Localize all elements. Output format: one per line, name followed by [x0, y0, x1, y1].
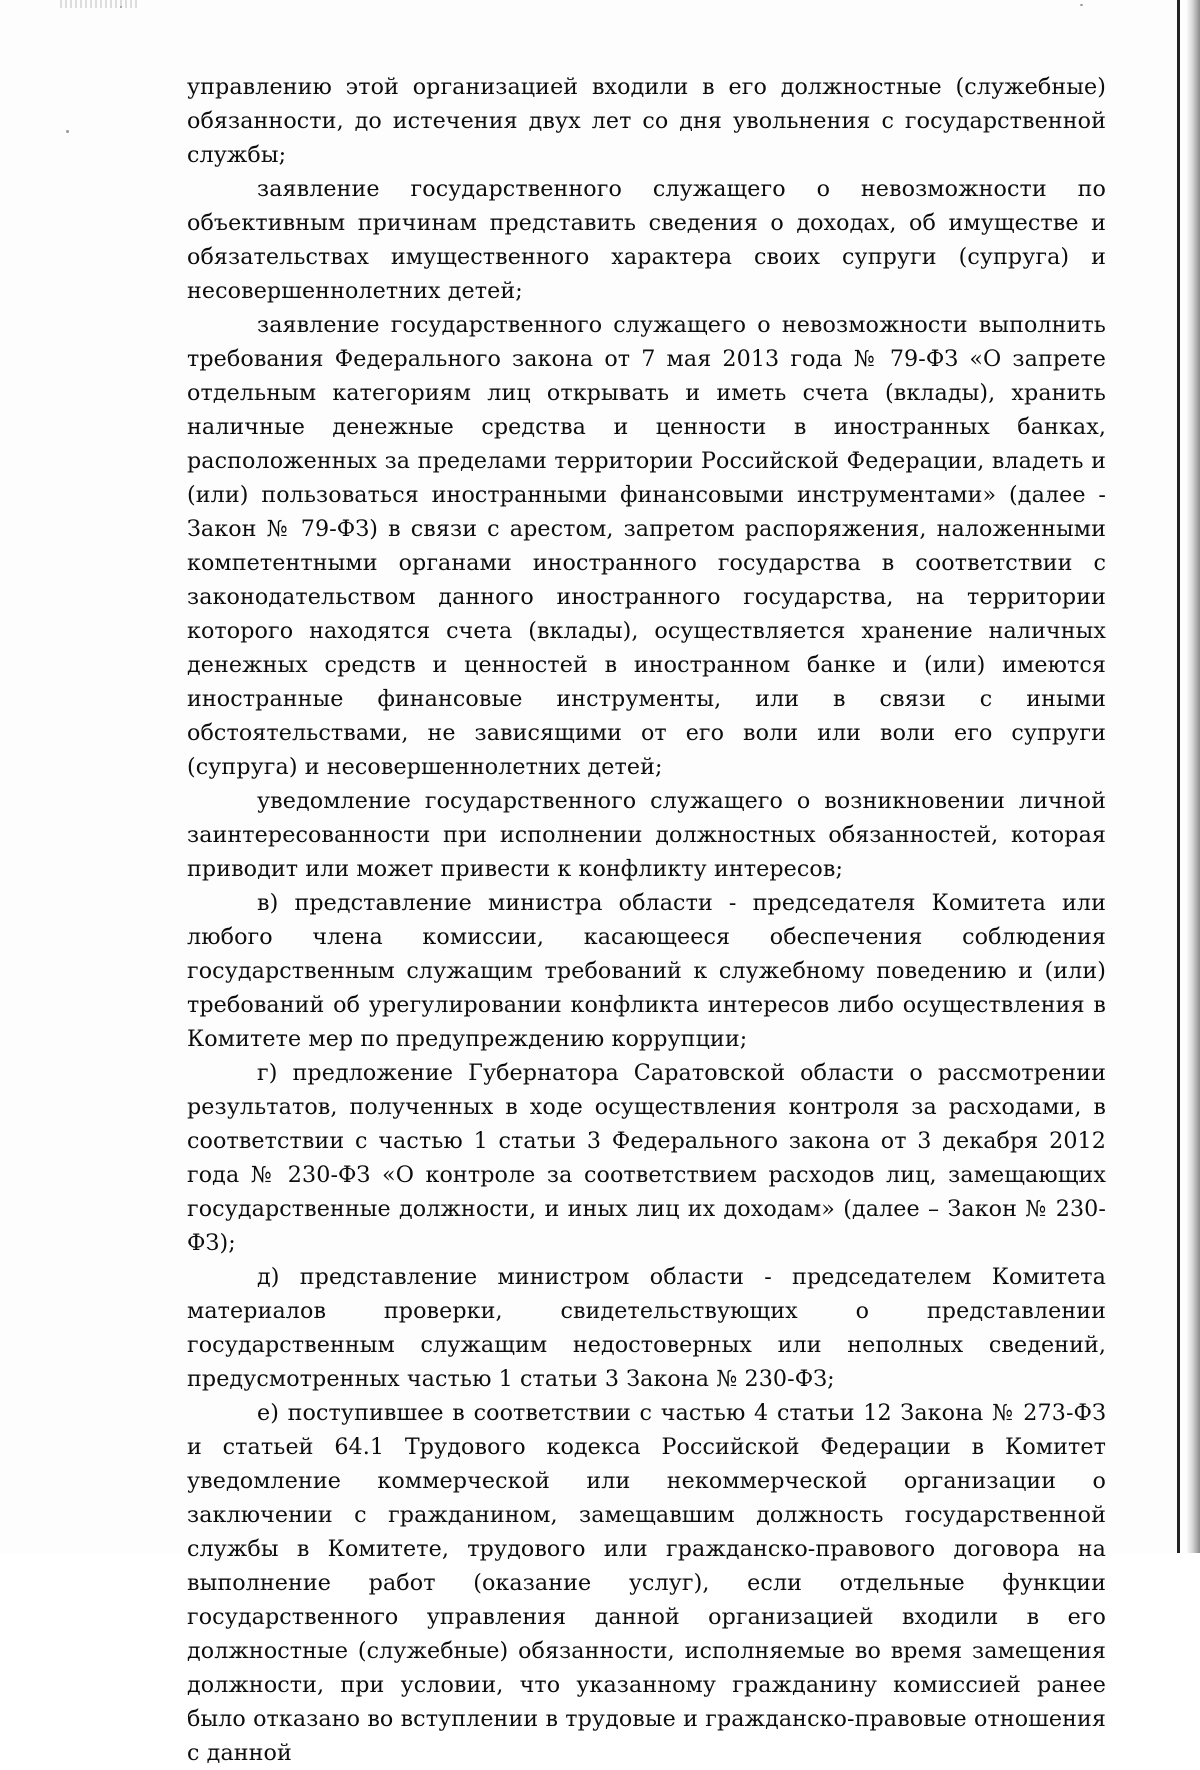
paragraph: г) предложение Губернатора Саратовской области о рассмотрении результатов, полученных в ходе осуществления контроля за расходами, в соответствии с частью 1 статьи 3 Федерального закона от 3 декабря 2012 года № 230-ФЗ «О контроле за соответствием расходов лиц, замещающих государственные должности, и иных лиц их доходам» (далее – Закон № 230-ФЗ);: [187, 1060, 1106, 1256]
page-edge-line: [1177, 0, 1180, 1553]
paragraph: заявление государственного служащего о невозможности выполнить требования Федерального закона от 7 мая 2013 года № 79-ФЗ «О запрете отдельным категориям лиц открывать и иметь счета (вклады), хранить наличные денежные средства и ценности в иностранных банках, расположенных за пределами территории Российской Федерации, владеть и (или) пользоваться иностранными финансовыми инструментами» (далее - Закон № 79-ФЗ) в связи с арестом, запретом распоряжения, наложенными компетентными органами иностранного государства в соответствии с законодательством данного иностранного государства, на территории которого находятся счета (вклады), осуществляется хранение наличных денежных средств и ценностей в иностранном банке и (или) имеются иностранные финансовые инструменты, или в связи с иными обстоятельствами, не зависящими от его воли или воли его супруги (супруга) и несовершеннолетних детей;: [187, 312, 1106, 780]
scan-speck: [1080, 4, 1083, 6]
document-body: [187, 70, 1106, 1770]
scan-noise: [60, 0, 140, 8]
paragraph: управлению этой организацией входили в его должностные (служебные) обязанности, до истечения двух лет со дня увольнения с государственной службы;: [187, 74, 1106, 168]
scan-speck: [66, 130, 69, 133]
paragraph: в) представление министра области - председателя Комитета или любого члена комиссии, касающееся обеспечения соблюдения государственным служащим требований к служебному поведению и (или) требований об урегулировании конфликта интересов либо осуществления в Комитете мер по предупреждению коррупции;: [187, 890, 1106, 1052]
page-edge-shadow: [1186, 0, 1200, 1553]
paragraph: е) поступившее в соответствии с частью 4 статьи 12 Закона № 273-ФЗ и статьей 64.1 Трудового кодекса Российской Федерации в Комитет уведомление коммерческой или некоммерческой организации о заключении с гражданином, замещавшим должность государственной службы в Комитете, трудового или гражданско-правового договора на выполнение работ (оказание услуг), если отдельные функции государственного управления данной организацией входили в его должностные (служебные) обязанности, исполняемые во время замещения должности, при условии, что указанному гражданину комиссией ранее было отказано во вступлении в трудовые и гражданско-правовые отношения с данной: [187, 1400, 1106, 1766]
paragraph: д) представление министром области - председателем Комитета материалов проверки, свидетельствующих о представлении государственным служащим недостоверных или неполных сведений, предусмотренных частью 1 статьи 3 Закона № 230-ФЗ;: [187, 1264, 1106, 1392]
paragraph: заявление государственного служащего о невозможности по объективным причинам представить сведения о доходах, об имуществе и обязательствах имущественного характера своих супруги (супруга) и несовершеннолетних детей;: [187, 176, 1106, 304]
paragraph: уведомление государственного служащего о возникновении личной заинтересованности при исполнении должностных обязанностей, которая приводит или может привести к конфликту интересов;: [187, 788, 1106, 882]
scan-speck: [120, 6, 122, 8]
